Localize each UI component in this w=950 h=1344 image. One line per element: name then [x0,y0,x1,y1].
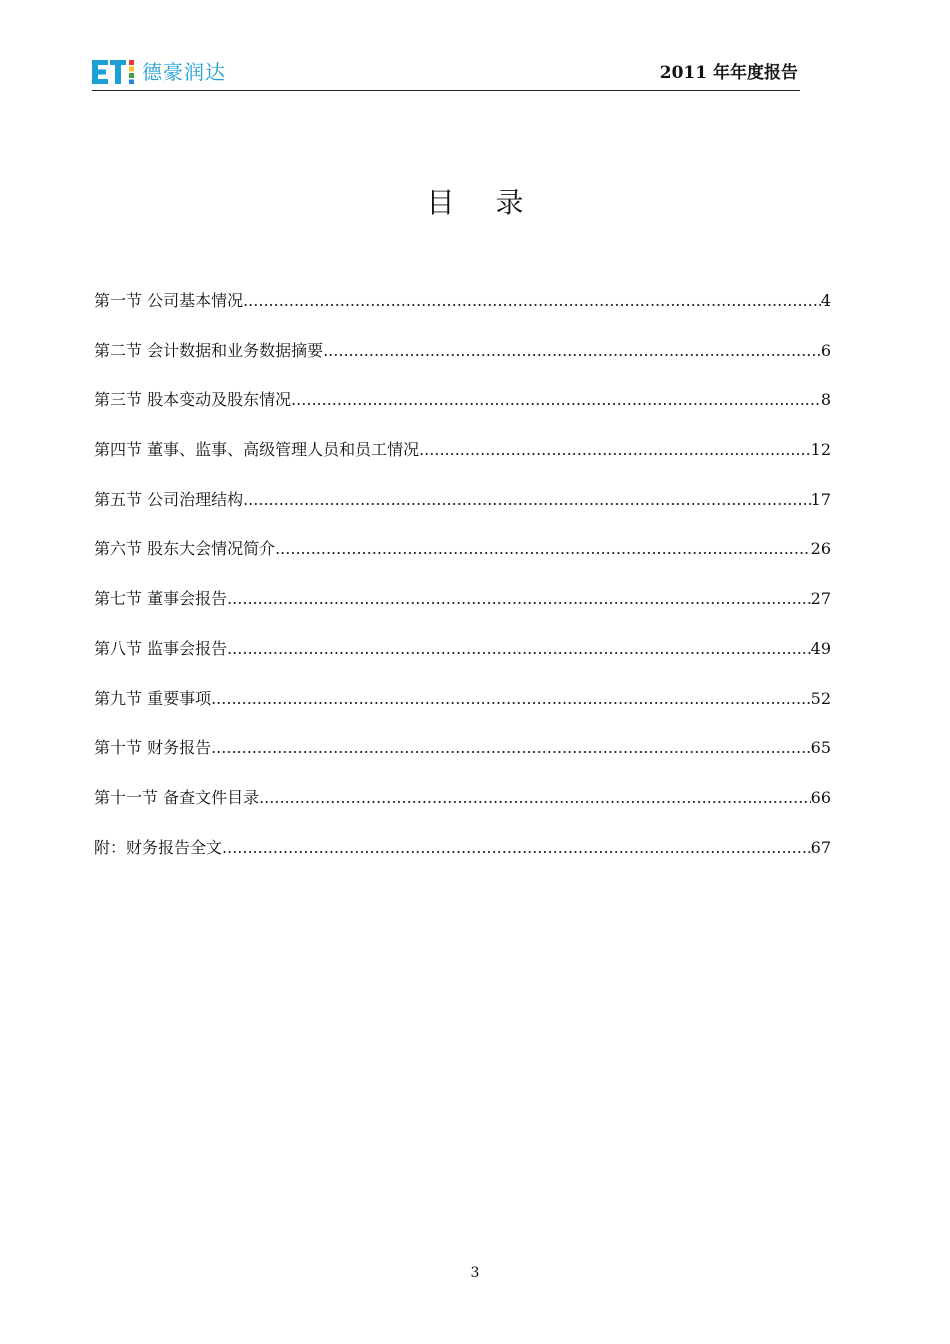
toc-entry-page: 26 [810,539,831,559]
toc-entry-7[interactable] [94,588,831,638]
toc-leader-dots [211,688,811,710]
logo-mark-icon [92,57,136,87]
toc-entry-label: 第九节 重要事项 [94,688,212,708]
toc-entry-page: 8 [820,390,831,410]
toc-entry-label: 附：财务报告全文 [94,837,223,857]
toc-leader-dots [227,638,811,660]
toc-entry-1[interactable] [94,290,831,340]
toc-entry-3[interactable] [94,389,831,439]
toc-entry-label: 第十节 财务报告 [94,738,212,758]
toc-entry-page: 17 [810,489,831,509]
toc-leader-dots [211,737,811,759]
toc-entry-label: 第三节 股本变动及股东情况 [94,390,292,410]
toc-entry-label: 第八节 监事会报告 [94,638,228,658]
toc-leader-dots [323,340,821,362]
toc-entry-label: 第二节 会计数据和业务数据摘要 [94,340,324,360]
toc-entry-6[interactable] [94,538,831,588]
toc-entry-label: 第一节 公司基本情况 [94,291,244,310]
toc-leader-dots [243,290,821,312]
toc-entry-label: 第十一节 备查文件目录 [94,787,260,807]
toc-leader-dots [222,837,811,859]
toc-entry-label: 第六节 股东大会情况简介 [94,539,276,559]
toc-entry-8[interactable] [94,638,831,688]
toc-entry-9[interactable] [94,688,831,738]
toc-entry-page: 49 [810,638,831,658]
company-logo [92,56,226,88]
toc-entry-5[interactable] [94,489,831,539]
page-number: 3 [470,1265,480,1281]
toc-entry-12[interactable] [94,837,831,887]
toc-leader-dots [243,489,811,511]
toc-entry-10[interactable] [94,737,831,787]
toc-entry-page: 65 [810,738,831,758]
toc-leader-dots [259,787,811,809]
table-of-contents [94,290,831,886]
toc-entry-label: 第四节 董事、监事、高级管理人员和员工情况 [94,440,420,460]
toc-entry-page: 66 [810,787,831,807]
toc-entry-page: 6 [820,340,831,360]
report-title: 2011 年年度报告 [659,63,798,83]
toc-entry-4[interactable] [94,439,831,489]
toc-entry-page: 27 [810,589,831,609]
toc-leader-dots [275,538,811,560]
page-header [92,54,800,91]
toc-entry-page: 12 [810,440,831,460]
logo-text: 德豪润达 [142,60,226,84]
toc-entry-11[interactable] [94,787,831,837]
toc-entry-label: 第七节 董事会报告 [94,589,228,609]
toc-entry-2[interactable] [94,340,831,390]
toc-entry-label: 第五节 公司治理结构 [94,489,244,509]
toc-entry-page: 67 [810,837,831,857]
toc-entry-page: 4 [820,291,831,310]
toc-leader-dots [419,439,811,461]
toc-leader-dots [227,588,811,610]
toc-heading: 目 录 [426,186,540,219]
toc-entry-page: 52 [810,688,831,708]
toc-leader-dots [291,389,821,411]
